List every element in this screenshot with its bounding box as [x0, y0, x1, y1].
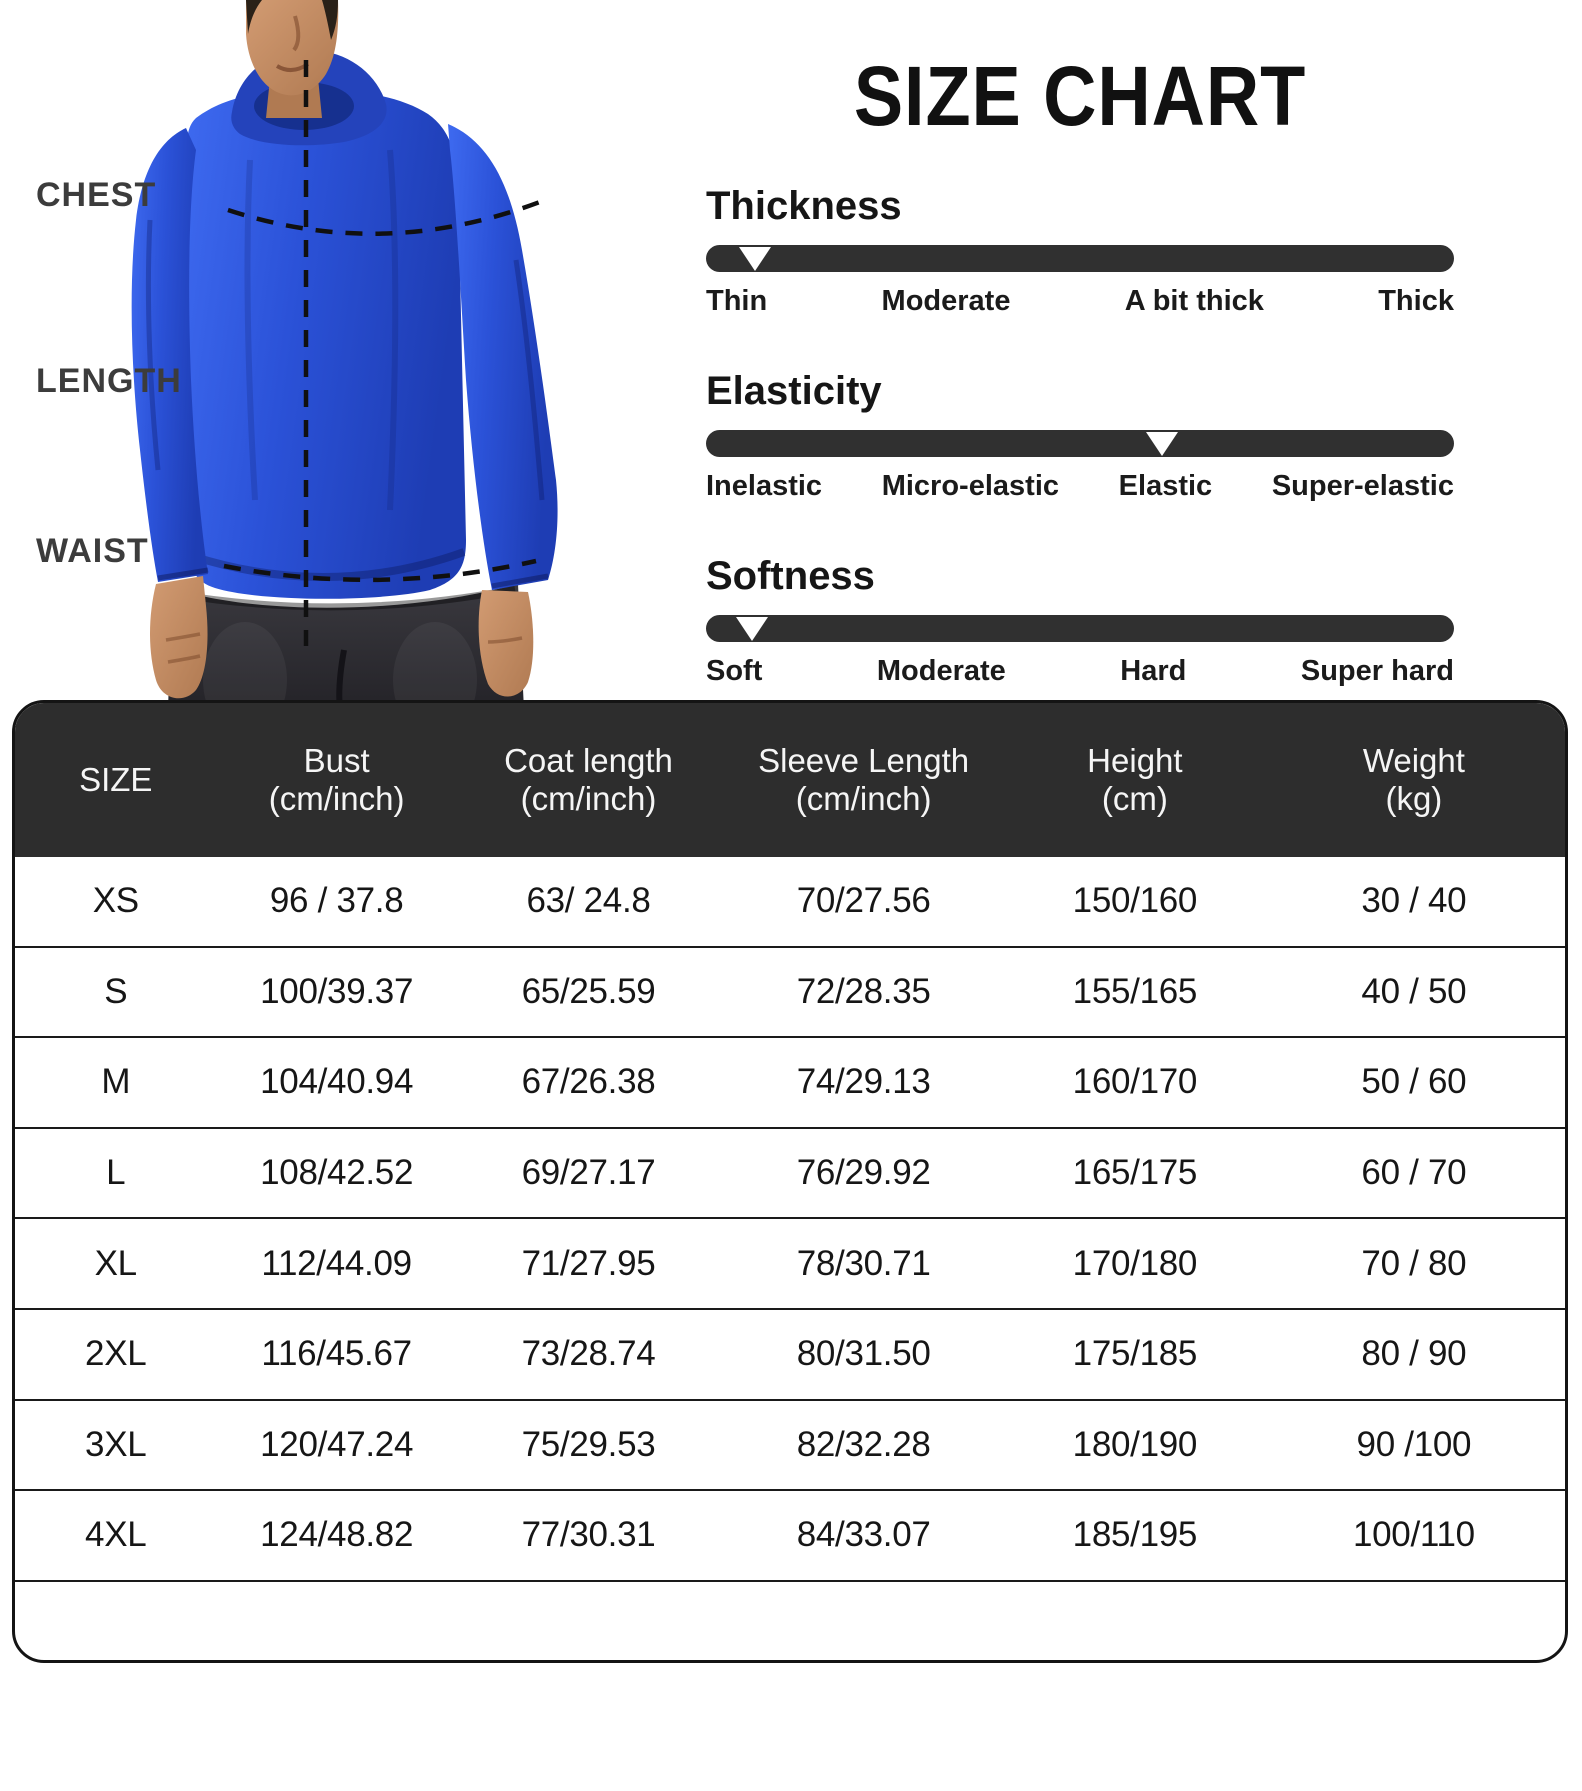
slider-marker-icon [736, 617, 768, 641]
slider-marker-icon [739, 247, 771, 271]
size-cell: M [101, 1062, 131, 1102]
table-row [15, 1129, 1565, 1220]
size-table-header [15, 703, 1565, 857]
table-cell: 155/165 [1072, 971, 1198, 1011]
size-table [12, 700, 1568, 1663]
table-cell: 108/42.52 [260, 1153, 414, 1193]
slider-options [706, 470, 1454, 503]
table-cell: 71/27.95 [521, 1243, 656, 1283]
slider-bar [706, 430, 1454, 457]
table-cell: 170/180 [1072, 1243, 1198, 1283]
header-cell [15, 703, 217, 857]
table-cell: 160/170 [1072, 1062, 1198, 1102]
size-cell: 4XL [85, 1515, 147, 1555]
size-table-body [15, 857, 1565, 1621]
slider-option-label: Hard [1120, 655, 1187, 687]
header-label: Bust [303, 742, 370, 779]
size-cell: 2XL [85, 1334, 147, 1374]
table-cell: 30 / 40 [1361, 881, 1467, 921]
table-cell: 84/33.07 [796, 1515, 931, 1555]
hoodie-torso [186, 90, 466, 599]
slider-heading: Softness [706, 554, 875, 598]
table-row [15, 857, 1565, 948]
header-label: Coat length [504, 742, 673, 779]
table-cell: 76/29.92 [796, 1153, 931, 1193]
header-label: Sleeve Length [758, 742, 970, 779]
table-cell: 80 / 90 [1361, 1334, 1467, 1374]
slider-option-label: A bit thick [1124, 285, 1264, 317]
slider-group [706, 545, 1454, 695]
table-cell: 50 / 60 [1361, 1062, 1467, 1102]
size-cell: S [104, 971, 128, 1011]
slider-option-label: Inelastic [706, 470, 823, 502]
table-cell: 96 / 37.8 [269, 881, 404, 921]
header-unit: (cm) [1101, 780, 1168, 817]
measurement-label-waist: WAIST [36, 532, 149, 570]
slider-option-label: Moderate [881, 285, 1011, 317]
slider-option-label: Thick [1378, 285, 1454, 317]
header-unit: (cm/inch) [268, 780, 405, 817]
table-cell: 104/40.94 [260, 1062, 414, 1102]
table-row [15, 1491, 1565, 1582]
table-cell: 69/27.17 [521, 1153, 656, 1193]
slider-option-label: Thin [706, 285, 768, 317]
slider-bar [706, 615, 1454, 642]
slider-marker-icon [1146, 432, 1178, 456]
header-unit: (cm/inch) [795, 780, 932, 817]
table-cell: 77/30.31 [521, 1515, 656, 1555]
table-cell: 165/175 [1072, 1153, 1198, 1193]
header-cell [457, 703, 721, 857]
size-cell: XS [92, 881, 139, 921]
slider-option-label: Super-elastic [1271, 470, 1454, 502]
product-photo [0, 0, 620, 710]
header-unit: (kg) [1385, 780, 1443, 817]
table-cell: 175/185 [1072, 1334, 1198, 1374]
table-cell: 82/32.28 [796, 1424, 931, 1464]
table-cell: 112/44.09 [261, 1243, 412, 1283]
slider-heading: Thickness [706, 184, 902, 228]
table-cell: 70 / 80 [1361, 1243, 1467, 1283]
page-title: SIZE CHART [853, 49, 1307, 143]
table-cell: 150/160 [1072, 881, 1198, 921]
table-cell: 180/190 [1072, 1424, 1198, 1464]
jeans [168, 584, 524, 710]
attributes-panel [706, 0, 1454, 700]
measurement-label-chest: CHEST [36, 176, 157, 214]
slider-option-label: Moderate [876, 655, 1006, 687]
table-cell: 74/29.13 [796, 1062, 931, 1102]
table-row [15, 948, 1565, 1039]
table-row [15, 1219, 1565, 1310]
table-cell: 78/30.71 [796, 1243, 931, 1283]
table-cell: 100/39.37 [260, 971, 414, 1011]
table-cell: 90 /100 [1356, 1424, 1472, 1464]
slider-options [706, 285, 1454, 318]
slider-option-label: Soft [706, 655, 763, 687]
table-cell: 120/47.24 [260, 1424, 414, 1464]
size-cell: L [106, 1153, 126, 1193]
size-cell: XL [94, 1243, 137, 1283]
slider-options [706, 655, 1454, 688]
slider-bar [706, 245, 1454, 272]
table-cell: 73/28.74 [521, 1334, 656, 1374]
slider-option-label: Elastic [1118, 470, 1213, 502]
table-cell: 124/48.82 [260, 1515, 414, 1555]
table-cell: 40 / 50 [1361, 971, 1467, 1011]
table-cell: 185/195 [1072, 1515, 1198, 1555]
header-unit: (cm/inch) [520, 780, 657, 817]
slider-option-label: Super hard [1300, 655, 1454, 687]
table-row [15, 1038, 1565, 1129]
header-label: Height [1087, 742, 1183, 779]
slider-group [706, 360, 1454, 510]
header-cell [1263, 703, 1565, 857]
model-figure-svg [0, 0, 620, 710]
table-cell: 72/28.35 [796, 971, 931, 1011]
table-cell: 65/25.59 [521, 971, 656, 1011]
table-cell: 63/ 24.8 [526, 881, 651, 921]
table-cell: 67/26.38 [521, 1062, 656, 1102]
table-cell: 60 / 70 [1361, 1153, 1467, 1193]
table-row [15, 1401, 1565, 1492]
header-cell [1007, 703, 1263, 857]
table-cell: 80/31.50 [796, 1334, 931, 1374]
slider-group [706, 175, 1454, 325]
size-table-footer-spacer [15, 1621, 1565, 1660]
header-cell [217, 703, 457, 857]
slider-heading: Elasticity [706, 369, 882, 413]
table-cell: 70/27.56 [796, 881, 931, 921]
table-cell: 100/110 [1352, 1515, 1475, 1555]
header-label: Weight [1362, 742, 1465, 779]
header-cell [720, 703, 1007, 857]
header-label: SIZE [79, 761, 153, 798]
slider-option-label: Micro-elastic [881, 470, 1060, 502]
table-cell: 116/45.67 [261, 1334, 412, 1374]
table-cell: 75/29.53 [521, 1424, 656, 1464]
measurement-label-length: LENGTH [36, 362, 182, 400]
size-cell: 3XL [85, 1424, 147, 1464]
table-row [15, 1310, 1565, 1401]
